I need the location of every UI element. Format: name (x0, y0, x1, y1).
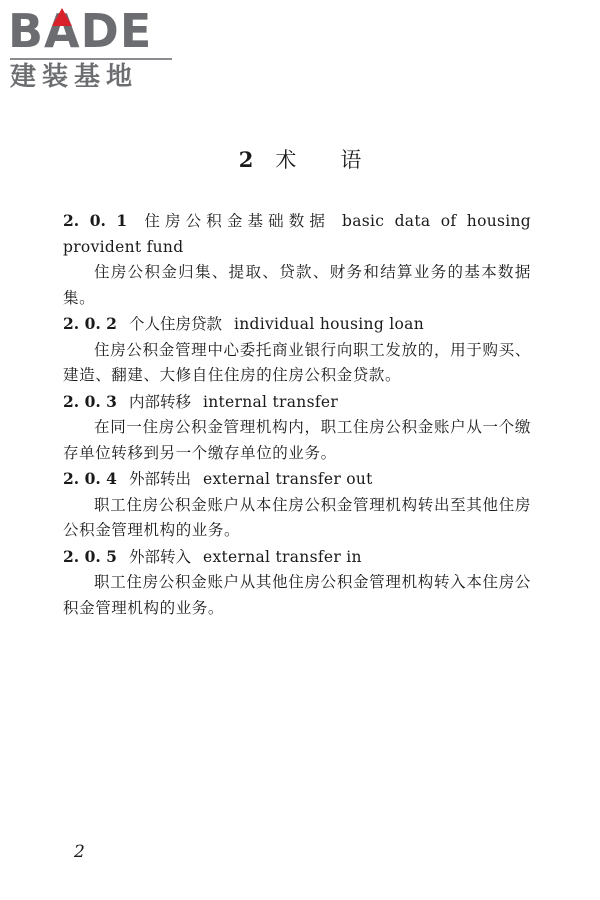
term-entry (63, 466, 531, 544)
term-header (63, 389, 531, 416)
page-number: 2 (74, 842, 85, 862)
term-header (63, 544, 531, 571)
section-title-part1: 术 (275, 148, 297, 172)
term-english: external transfer in (202, 547, 362, 566)
term-number: 2. 0. 4 (63, 469, 117, 488)
section-title-part2: 语 (340, 148, 362, 172)
section-number: 2 (238, 147, 254, 172)
terms-list (63, 208, 531, 621)
term-chinese: 内部转移 (128, 392, 191, 411)
section-heading (0, 146, 600, 174)
term-entry (63, 389, 531, 467)
logo-chinese-name: 建装基地 (10, 62, 139, 92)
term-chinese: 外部转出 (128, 470, 191, 488)
term-entry (63, 208, 531, 311)
logo-divider (10, 58, 172, 60)
term-chinese: 住房公积金基础数据 (139, 212, 330, 230)
logo-accent-triangle (52, 8, 72, 26)
logo-wordmark: BADE (8, 4, 153, 58)
term-entry (63, 544, 531, 622)
term-entry (63, 311, 531, 389)
term-english: individual housing loan (233, 315, 424, 333)
term-number: 2. 0. 1 (63, 211, 128, 230)
term-definition: 住房公积金归集、提取、贷款、财务和结算业务的基本数据集。 (63, 263, 531, 307)
term-number: 2. 0. 3 (63, 391, 117, 411)
term-header (63, 208, 531, 260)
term-chinese: 外部转入 (128, 547, 191, 566)
term-english: external transfer out (202, 470, 373, 488)
term-english: internal transfer (202, 392, 339, 411)
term-chinese: 个人住房贷款 (128, 315, 222, 333)
term-definition: 职工住房公积金账户从其他住房公积金管理机构转入本住房公积金管理机构的业务。 (63, 573, 531, 617)
term-number: 2. 0. 2 (63, 314, 117, 333)
term-definition: 职工住房公积金账户从本住房公积金管理机构转出至其他住房公积金管理机构的业务。 (63, 495, 531, 539)
term-definition: 在同一住房公积金管理机构内，职工住房公积金账户从一个缴存单位转移到另一个缴存单位的业务。 (63, 418, 531, 462)
term-header (63, 311, 531, 338)
bade-logo (8, 6, 178, 92)
term-definition: 住房公积金管理中心委托商业银行向职工发放的，用于购买、建造、翻建、大修自住住房的住房公积金贷款。 (63, 340, 531, 384)
term-english: basic data of housing provident fund (63, 212, 531, 256)
term-number: 2. 0. 5 (63, 546, 117, 566)
term-header (63, 466, 531, 493)
